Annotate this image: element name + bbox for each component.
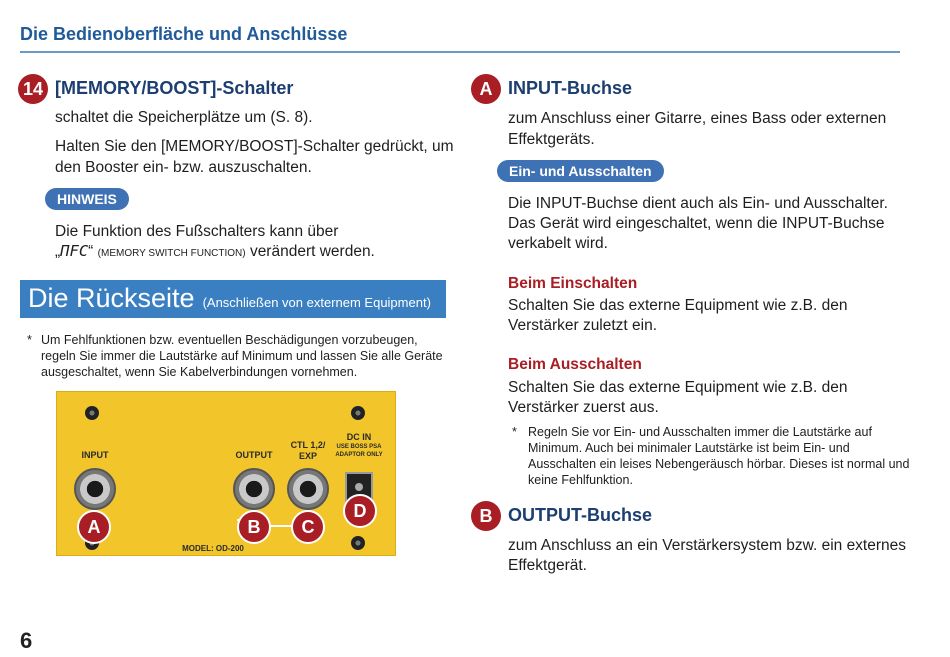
marker-a: A xyxy=(77,510,111,544)
mfc-display-text: ΠFC xyxy=(60,242,89,260)
off-desc-l1: Schalten Sie das externe Equipment wie z.B. den xyxy=(508,379,848,396)
dc-label-l1: DC IN xyxy=(346,432,372,442)
quote-open: „ xyxy=(55,243,61,260)
input-desc-l1: zum Anschluss einer Gitarre, eines Bass oder externen xyxy=(508,110,887,127)
dc-label-l3: ADAPTOR ONLY xyxy=(335,452,383,458)
quote-close: “ xyxy=(88,243,94,260)
page-header-title: Die Bedienoberfläche und Anschlüsse xyxy=(20,24,348,44)
marker-d: D xyxy=(343,494,377,528)
ctl-label-l2: EXP xyxy=(298,451,317,461)
marker-c: C xyxy=(291,510,325,544)
mfc-fullname: (MEMORY SWITCH FUNCTION) xyxy=(97,248,246,259)
output-desc-l1: zum Anschluss an ein Verstärkersystem bzw. ein externes xyxy=(508,537,907,554)
off-desc-l2: Verstärker zuerst aus. xyxy=(508,399,659,416)
section-banner-rueckseite xyxy=(20,280,446,318)
heading-beim-ausschalten: Beim Ausschalten xyxy=(508,356,642,373)
power-desc-l3: verkabelt wird. xyxy=(508,235,608,252)
volume-note-l1: Regeln Sie vor Ein- und Ausschalten immer die Lautstärke auf xyxy=(528,425,872,439)
ctl-label-l1: CTL 1,2/ xyxy=(290,440,326,450)
volume-note-l4: keine Fehlfunktion. xyxy=(528,473,633,487)
memory-boost-hold-l1: Halten Sie den [MEMORY/BOOST]-Schalter gedrückt, um xyxy=(55,138,454,155)
rear-panel-illustration xyxy=(56,391,396,556)
note-text-end: verändert werden. xyxy=(249,243,375,260)
power-desc-l1: Die INPUT-Buchse dient auch als Ein- und Ausschalter. xyxy=(508,195,888,212)
note-text-l2 xyxy=(55,241,375,264)
warning-l3: ausgeschaltet, wenn Sie Kabelverbindungen vornehmen. xyxy=(41,365,358,379)
note-label-hinweis: HINWEIS xyxy=(45,188,129,210)
volume-note-bullet: * xyxy=(512,425,517,439)
page-number: 6 xyxy=(20,628,33,653)
section-number-badge: 14 xyxy=(18,74,48,104)
warning-bullet: * xyxy=(27,333,32,347)
note-text-l1: Die Funktion des Fußschalters kann über xyxy=(55,223,339,240)
section-title-input: INPUT-Buchse xyxy=(508,78,633,98)
volume-note-l2: Minimum. Auch bei minimaler Lautstärke ist beim Ein- und xyxy=(528,441,850,455)
pill-ein-ausschalten: Ein- und Ausschalten xyxy=(497,160,664,182)
warning-l2: regeln Sie immer die Lautstärke auf Minimum und lassen Sie alle Geräte xyxy=(41,349,443,363)
output-desc-l2: Effektgerät. xyxy=(508,557,587,574)
section-letter-badge-b: B xyxy=(471,501,501,531)
output-jack-label: OUTPUT xyxy=(235,450,273,460)
banner-subtitle: (Anschließen von externem Equipment) xyxy=(202,295,431,310)
dc-label-l2: USE BOSS PSA xyxy=(336,444,382,450)
input-jack-label: INPUT xyxy=(81,450,109,460)
on-desc-l1: Schalten Sie das externe Equipment wie z.B. den xyxy=(508,297,848,314)
banner-title: Die Rückseite xyxy=(28,283,195,313)
heading-beim-einschalten: Beim Einschalten xyxy=(508,275,638,292)
section-title-output: OUTPUT-Buchse xyxy=(508,505,653,525)
model-label: MODEL: OD-200 xyxy=(182,544,244,553)
section-title-memory-boost: [MEMORY/BOOST]-Schalter xyxy=(55,78,294,98)
power-desc-l2: Das Gerät wird eingeschaltet, wenn die INPUT-Buchse xyxy=(508,215,885,232)
memory-boost-desc: schaltet die Speicherplätze um (S. 8). xyxy=(55,109,313,126)
section-letter-badge-a: A xyxy=(471,74,501,104)
on-desc-l2: Verstärker zuletzt ein. xyxy=(508,317,658,334)
warning-l1: Um Fehlfunktionen bzw. eventuellen Beschädigungen vorzubeugen, xyxy=(41,333,418,347)
marker-b: B xyxy=(237,510,271,544)
memory-boost-hold-l2: den Booster ein- bzw. auszuschalten. xyxy=(55,159,312,176)
input-desc-l2: Effektgeräts. xyxy=(508,131,595,148)
volume-note-l3: Ausschalten ein leises Nebengeräusch hörbar. Dieses ist normal und xyxy=(528,457,910,471)
header-divider xyxy=(20,51,900,53)
